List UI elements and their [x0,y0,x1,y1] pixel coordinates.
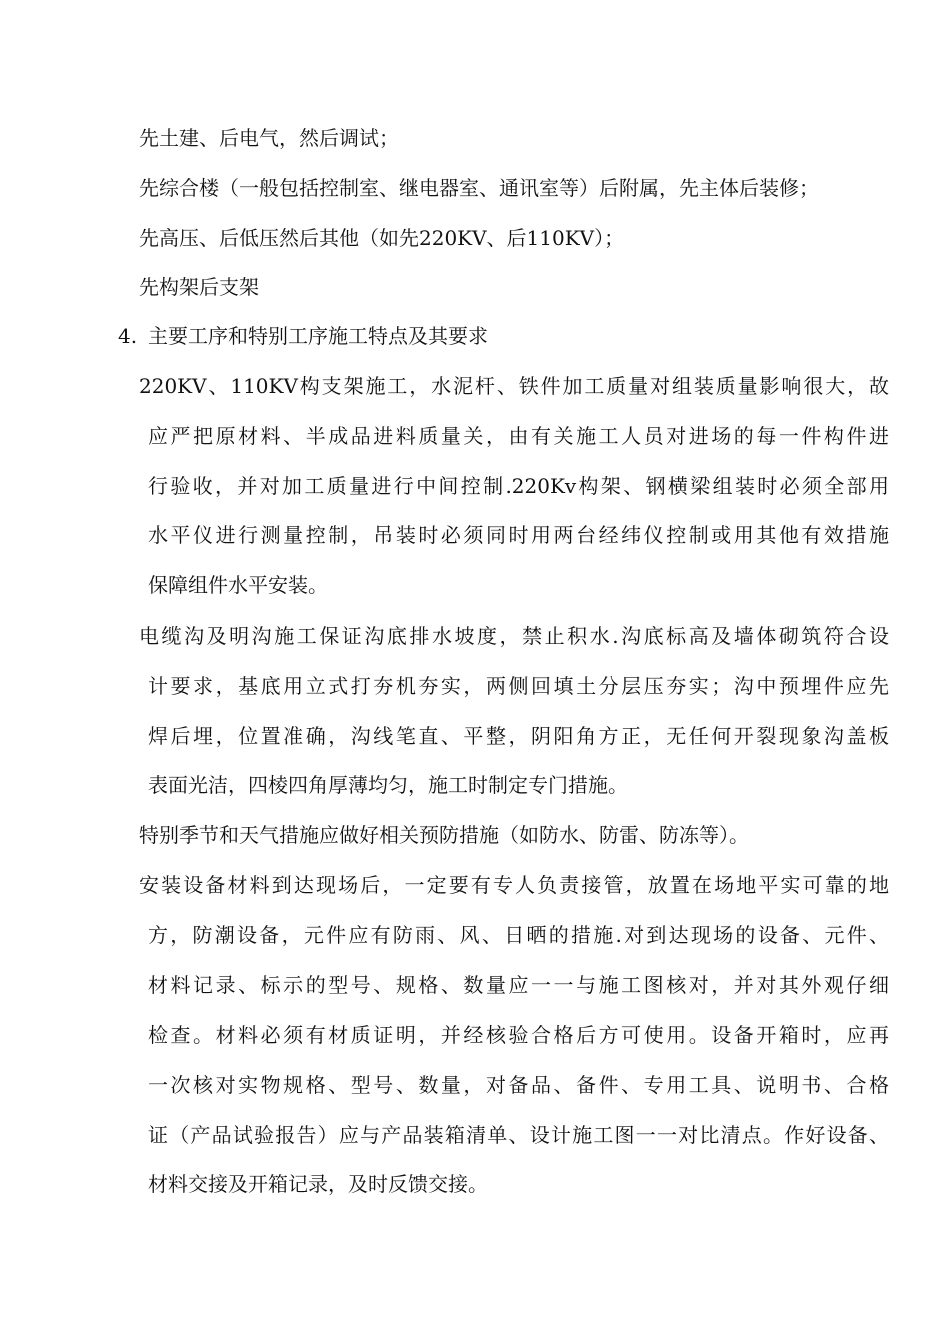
paragraph-equipment-line-5: 一次核对实物规格、型号、数量，对备品、备件、专用工具、说明书、合格 [148,1073,889,1097]
sequence-rule-3: 先高压、后低压然后其他（如先220KV、后110KV）； [139,226,625,250]
paragraph-cable-trench-line-4: 表面光洁，四棱四角厚薄均匀，施工时制定专门措施。 [148,773,628,797]
sequence-rule-4: 先构架后支架 [139,275,259,299]
sequence-rule-2: 先综合楼（一般包括控制室、继电器室、通讯室等）后附属，先主体后装修； [139,176,819,200]
paragraph-equipment-line-1: 安装设备材料到达现场后，一定要有专人负责接管，放置在场地平实可靠的地 [139,873,889,897]
paragraph-equipment-line-7: 材料交接及开箱记录，及时反馈交接。 [148,1172,488,1196]
paragraph-steel-frame-line-4: 水平仪进行测量控制，吊装时必须同时用两台经纬仪控制或用其他有效措施 [148,523,889,547]
paragraph-equipment-line-6: 证（产品试验报告）应与产品装箱清单、设计施工图一一对比清点。作好设备、 [148,1123,889,1147]
paragraph-cable-trench-line-2: 计要求，基底用立式打夯机夯实，两侧回填土分层压夯实；沟中预埋件应先 [148,674,889,698]
paragraph-cable-trench-line-3: 焊后埋，位置准确，沟线笔直、平整，阴阳角方正，无任何开裂现象沟盖板 [148,724,889,748]
paragraph-steel-frame-line-3: 行验收，并对加工质量进行中间控制.220Kv构架、钢横梁组装时必须全部用 [148,474,889,498]
paragraph-equipment-line-2: 方，防潮设备，元件应有防雨、风、日晒的措施.对到达现场的设备、元件、 [148,923,889,947]
paragraph-cable-trench-line-1: 电缆沟及明沟施工保证沟底排水坡度，禁止积水.沟底标高及墙体砌筑符合设 [139,624,889,648]
section-number: 4. [118,324,138,348]
sequence-rule-1: 先土建、后电气，然后调试； [139,126,399,150]
paragraph-weather: 特别季节和天气措施应做好相关预防措施（如防水、防雷、防冻等）。 [139,823,749,847]
paragraph-equipment-line-4: 检查。材料必须有材质证明，并经核验合格后方可使用。设备开箱时，应再 [148,1023,889,1047]
paragraph-steel-frame-line-5: 保障组件水平安装。 [148,573,328,597]
paragraph-steel-frame-line-1: 220KV、110KV构支架施工，水泥杆、铁件加工质量对组装质量影响很大，故 [139,374,889,398]
paragraph-steel-frame-line-2: 应严把原材料、半成品进料质量关，由有关施工人员对进场的每一件构件进 [148,424,889,448]
paragraph-equipment-line-3: 材料记录、标示的型号、规格、数量应一一与施工图核对，并对其外观仔细 [148,973,889,997]
section-title: 主要工序和特别工序施工特点及其要求 [148,324,488,348]
